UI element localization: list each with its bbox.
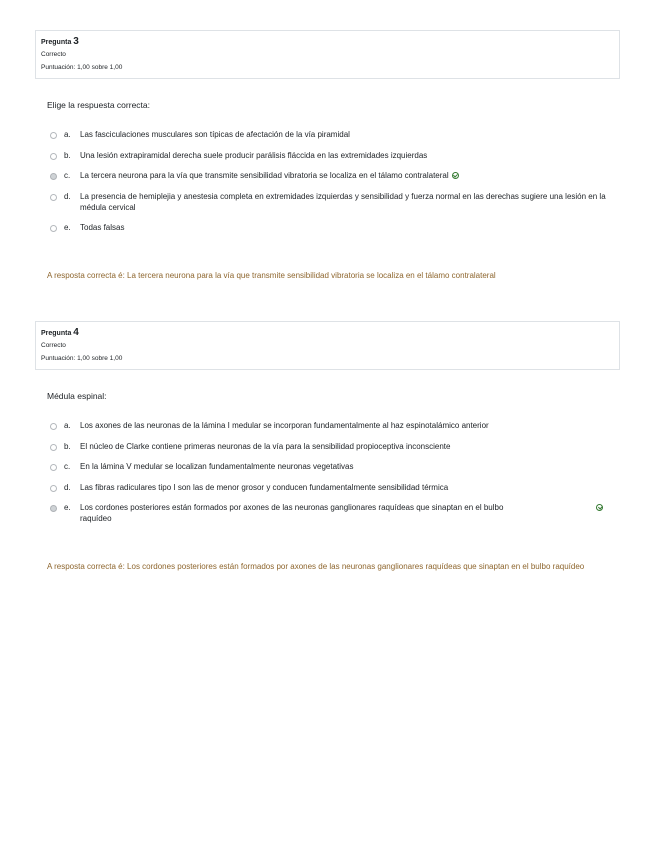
question-3-answers bbox=[50, 129, 610, 243]
answer-letter: d. bbox=[64, 482, 71, 492]
question-grade: Puntuación: 1,00 sobre 1,00 bbox=[41, 355, 123, 362]
radio-button[interactable] bbox=[50, 423, 57, 430]
check-circle-icon bbox=[596, 504, 603, 511]
answer-letter: d. bbox=[64, 191, 71, 201]
answer-option-a[interactable] bbox=[50, 420, 595, 431]
answer-text: En la lámina V medular se localizan fundamentalmente neuronas vegetativas bbox=[80, 462, 354, 471]
question-state: Correcto bbox=[41, 342, 66, 349]
radio-button[interactable] bbox=[50, 225, 57, 232]
radio-button-selected[interactable] bbox=[50, 173, 57, 180]
answer-option-b[interactable] bbox=[50, 441, 595, 452]
answer-option-c[interactable] bbox=[50, 461, 595, 472]
radio-button[interactable] bbox=[50, 132, 57, 139]
question-number: 3 bbox=[73, 36, 79, 47]
check-circle-icon bbox=[452, 172, 459, 179]
answer-letter: e. bbox=[64, 223, 71, 232]
question-label: Pregunta bbox=[41, 39, 72, 46]
answer-text: La presencia de hemiplejia y anestesia completa en extremidades izquierdas y sensibilidad y fuerza normal en las derechas sugiere una lesión en la médula cervical bbox=[80, 191, 606, 212]
radio-button-selected[interactable] bbox=[50, 505, 57, 512]
answer-letter: c. bbox=[64, 462, 71, 471]
question-number: 4 bbox=[73, 327, 79, 338]
answer-option-a[interactable] bbox=[50, 129, 610, 140]
question-label: Pregunta bbox=[41, 330, 72, 337]
question-4-answers bbox=[50, 420, 595, 534]
answer-option-c[interactable] bbox=[50, 170, 610, 181]
answer-text: Los axones de las neuronas de la lámina I medular se incorporan fundamentalmente al haz espinotalámico anterior bbox=[80, 421, 489, 430]
answer-option-e[interactable] bbox=[50, 502, 595, 524]
question-4-prompt: Médula espinal: bbox=[47, 391, 107, 401]
answer-letter: b. bbox=[64, 441, 71, 451]
answer-text: Todas falsas bbox=[80, 223, 125, 232]
radio-button[interactable] bbox=[50, 153, 57, 160]
answer-letter: b. bbox=[64, 150, 71, 160]
question-3-prompt: Elige la respuesta correcta: bbox=[47, 100, 150, 110]
answer-option-b[interactable] bbox=[50, 150, 610, 161]
question-4-number bbox=[41, 327, 614, 339]
radio-button[interactable] bbox=[50, 485, 57, 492]
answer-option-d[interactable] bbox=[50, 482, 595, 493]
answer-text: Las fibras radiculares tipo I son las de menor grosor y conducen fundamentalmente sensibilidad térmica bbox=[80, 482, 449, 492]
question-3-info bbox=[35, 30, 620, 79]
question-4-info bbox=[35, 321, 620, 370]
answer-text: Una lesión extrapiramidal derecha suele producir parálisis fláccida en las extremidades izquierdas bbox=[80, 150, 428, 160]
answer-text: El núcleo de Clarke contiene primeras neuronas de la vía para la sensibilidad propioceptiva inconsciente bbox=[80, 441, 451, 451]
question-state: Correcto bbox=[41, 51, 66, 58]
question-3-feedback: A resposta correcta é: La tercera neurona para la vía que transmite sensibilidad vibratoria se localiza en el tálamo contralateral bbox=[47, 271, 496, 280]
answer-letter: a. bbox=[64, 421, 71, 430]
answer-option-d[interactable] bbox=[50, 191, 610, 213]
radio-button[interactable] bbox=[50, 194, 57, 201]
question-3-number bbox=[41, 36, 614, 48]
answer-text: Las fasciculaciones musculares son típicas de afectación de la vía piramidal bbox=[80, 130, 350, 139]
radio-button[interactable] bbox=[50, 444, 57, 451]
answer-option-e[interactable] bbox=[50, 222, 610, 233]
radio-button[interactable] bbox=[50, 464, 57, 471]
answer-letter: c. bbox=[64, 171, 71, 180]
question-grade: Puntuación: 1,00 sobre 1,00 bbox=[41, 64, 123, 71]
answer-letter: e. bbox=[64, 503, 71, 512]
answer-text: La tercera neurona para la vía que transmite sensibilidad vibratoria se localiza en el tálamo contralateral bbox=[80, 171, 449, 180]
question-4-feedback: A resposta correcta é: Los cordones posteriores están formados por axones de las neuronas ganglionares raquídeas que sinaptan en el bulbo raquídeo bbox=[47, 562, 585, 571]
answer-letter: a. bbox=[64, 130, 71, 139]
answer-text: Los cordones posteriores están formados por axones de las neuronas ganglionares raquídeas que sinaptan en el bulbo raquídeo bbox=[80, 503, 504, 523]
